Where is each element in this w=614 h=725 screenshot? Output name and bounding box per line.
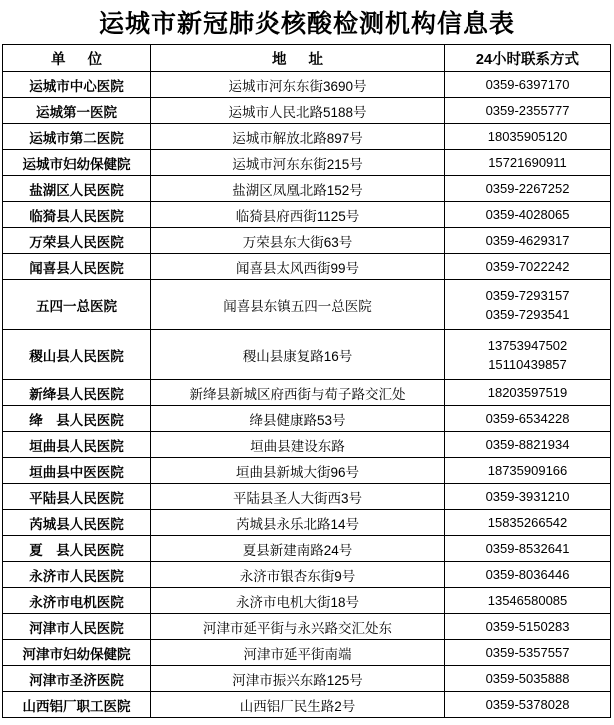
institution-name: 盐湖区人民医院 [3,176,151,202]
institution-address: 河津市延平街与永兴路交汇处东 [151,614,445,640]
header-phone: 24小时联系方式 [445,45,611,72]
institution-name: 运城第一医院 [3,98,151,124]
institution-address: 临猗县府西街1125号 [151,202,445,228]
phone-number: 13546580085 [487,593,568,608]
phone-number: 18035905120 [487,129,568,144]
institution-name: 新绛县人民医院 [3,380,151,406]
institution-phone-cell [445,614,611,640]
table-row [3,330,611,380]
institution-address: 新绛县新城区府西街与荀子路交汇处 [151,380,445,406]
institution-name: 垣曲县中医医院 [3,458,151,484]
institution-phone-cell [445,666,611,692]
institution-name: 芮城县人民医院 [3,510,151,536]
institution-phone-cell [445,640,611,666]
institution-name: 五四一总医院 [3,280,151,330]
institution-address: 运城市解放北路897号 [151,124,445,150]
phone-number: 0359-4028065 [485,207,570,222]
table-row [3,666,611,692]
institution-name: 永济市电机医院 [3,588,151,614]
institution-name: 夏 县人民医院 [3,536,151,562]
institution-address: 闻喜县太风西街99号 [151,254,445,280]
institution-address: 永济市银杏东街9号 [151,562,445,588]
institution-phone-cell [445,484,611,510]
institution-phone-cell [445,510,611,536]
phone-number: 0359-8821934 [485,437,570,452]
phone-number: 0359-6397170 [485,77,570,92]
institution-name: 临猗县人民医院 [3,202,151,228]
institution-name: 万荣县人民医院 [3,228,151,254]
institution-address: 夏县新建南路24号 [151,536,445,562]
institution-name: 山西铝厂职工医院 [3,692,151,718]
table-row [3,280,611,330]
institution-phone-cell [445,330,611,380]
table-row [3,536,611,562]
institution-name: 运城市妇幼保健院 [3,150,151,176]
table-body [3,72,611,718]
phone-number: 0359-5035888 [485,671,570,686]
institution-name: 运城市第二医院 [3,124,151,150]
institution-name: 河津市圣济医院 [3,666,151,692]
table-row [3,640,611,666]
institution-address: 运城市河东东街215号 [151,150,445,176]
table-row [3,228,611,254]
phone-number: 0359-7293541 [485,306,570,322]
institution-address: 运城市河东东街3690号 [151,72,445,98]
institution-name: 平陆县人民医院 [3,484,151,510]
institution-phone-cell [445,458,611,484]
phone-number: 0359-4629317 [485,233,570,248]
phone-number: 0359-5378028 [485,697,570,712]
phone-number: 18735909166 [487,463,568,478]
institution-address: 河津市延平街南端 [151,640,445,666]
institution-address: 万荣县东大街63号 [151,228,445,254]
phone-number: 0359-2355777 [485,103,570,118]
table-row [3,406,611,432]
table-row [3,380,611,406]
table-row [3,458,611,484]
institution-address: 垣曲县新城大街96号 [151,458,445,484]
institution-phone-cell [445,98,611,124]
institution-phone-cell [445,380,611,406]
institution-phone-cell [445,536,611,562]
institution-address: 芮城县永乐北路14号 [151,510,445,536]
table-row [3,692,611,718]
table-row [3,202,611,228]
institution-table [2,44,611,718]
header-address: 地址 [151,45,445,72]
table-row [3,432,611,458]
table-row [3,614,611,640]
institution-phone-cell [445,202,611,228]
institution-address: 山西铝厂民生路2号 [151,692,445,718]
phone-number: 0359-2267252 [485,181,570,196]
phone-number: 0359-7293157 [485,287,570,303]
institution-name: 垣曲县人民医院 [3,432,151,458]
phone-number: 0359-8036446 [485,567,570,582]
institution-address: 运城市人民北路5188号 [151,98,445,124]
institution-phone-cell [445,406,611,432]
table-row [3,124,611,150]
institution-address: 盐湖区凤凰北路152号 [151,176,445,202]
institution-phone-cell [445,280,611,330]
institution-phone-cell [445,124,611,150]
table-row [3,588,611,614]
institution-phone-cell [445,176,611,202]
phone-number: 0359-3931210 [485,489,570,504]
table-row [3,150,611,176]
institution-name: 永济市人民医院 [3,562,151,588]
institution-address: 绛县健康路53号 [151,406,445,432]
institution-phone-cell [445,588,611,614]
phone-number: 0359-6534228 [485,411,570,426]
table-row [3,254,611,280]
institution-name: 绛 县人民医院 [3,406,151,432]
institution-address: 平陆县圣人大街西3号 [151,484,445,510]
phone-number: 0359-7022242 [485,259,570,274]
phone-number: 15835266542 [487,515,568,530]
phone-number: 18203597519 [487,385,568,400]
phone-number: 0359-5357557 [485,645,570,660]
institution-phone-cell [445,562,611,588]
phone-number: 15721690911 [488,155,567,170]
header-name: 单位 [3,45,151,72]
institution-phone-cell [445,432,611,458]
phone-number: 15110439857 [488,356,567,372]
phone-number: 0359-8532641 [485,541,570,556]
institution-name: 闻喜县人民医院 [3,254,151,280]
institution-address: 永济市电机大街18号 [151,588,445,614]
institution-address: 闻喜县东镇五四一总医院 [151,280,445,330]
institution-name: 河津市人民医院 [3,614,151,640]
institution-name: 稷山县人民医院 [3,330,151,380]
institution-phone-cell [445,692,611,718]
institution-name: 河津市妇幼保健院 [3,640,151,666]
institution-address: 稷山县康复路16号 [151,330,445,380]
table-row [3,98,611,124]
institution-phone-cell [445,150,611,176]
header-row [3,45,611,72]
phone-number: 13753947502 [487,337,568,353]
institution-phone-cell [445,254,611,280]
institution-phone-cell [445,72,611,98]
institution-phone-cell [445,228,611,254]
institution-address: 河津市振兴东路125号 [151,666,445,692]
phone-number: 0359-5150283 [485,619,570,634]
institution-address: 垣曲县建设东路 [151,432,445,458]
table-row [3,510,611,536]
document-title: 运城市新冠肺炎核酸检测机构信息表 [98,9,515,38]
table-row [3,176,611,202]
table-row [3,72,611,98]
table-row [3,562,611,588]
table-row [3,484,611,510]
institution-name: 运城市中心医院 [3,72,151,98]
